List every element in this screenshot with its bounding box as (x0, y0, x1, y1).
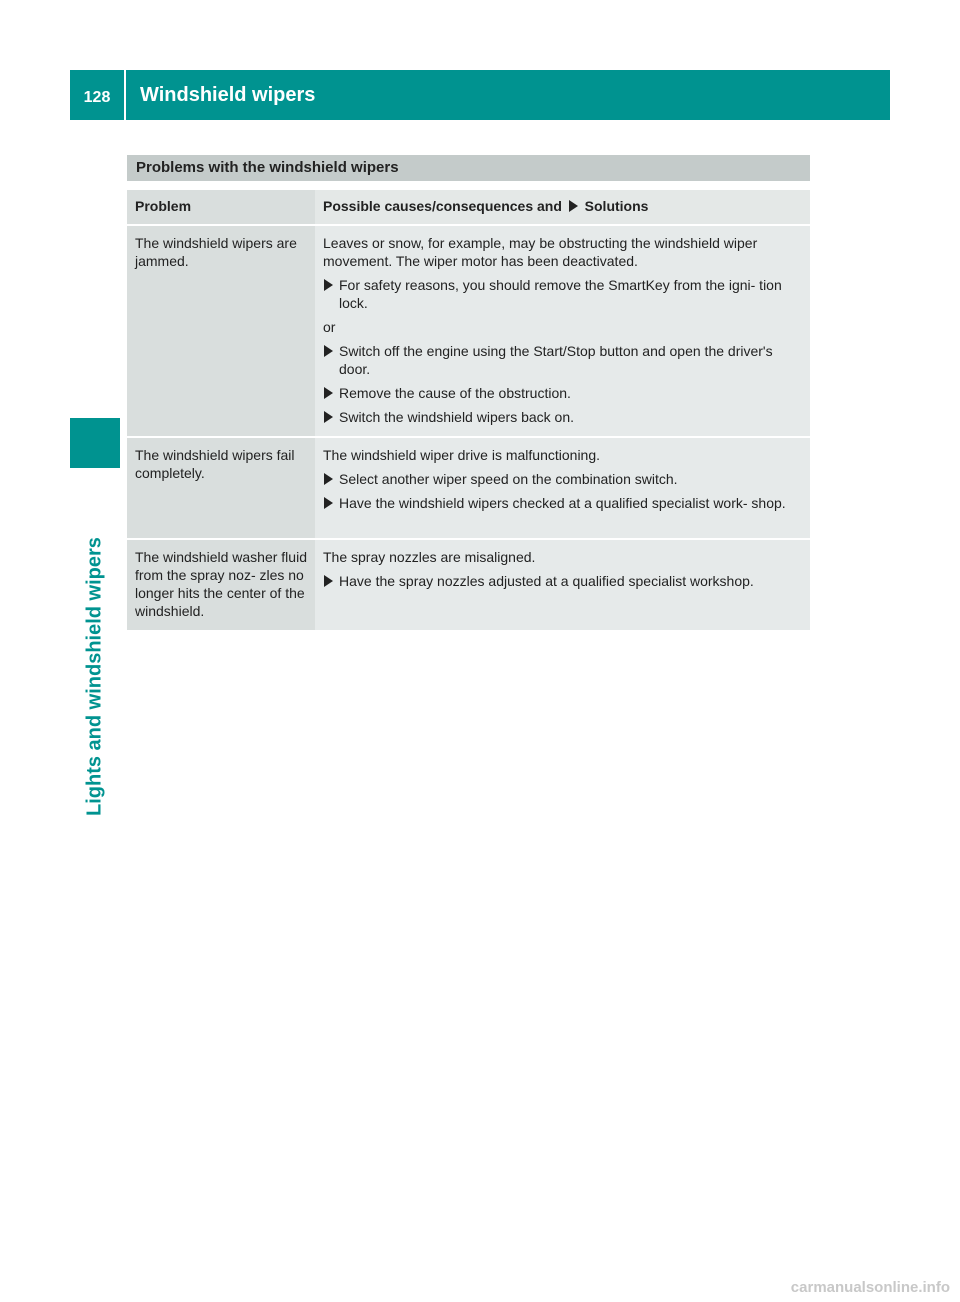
step-text: Remove the cause of the obstruction. (339, 385, 571, 401)
solution-step (323, 470, 802, 488)
problem-cell: The windshield washer fluid from the spray noz- zles no longer hits the center of the windshield. (127, 539, 315, 631)
step-text: Have the windshield wipers checked at a qualified specialist work- shop. (339, 495, 786, 511)
cause-text: The spray nozzles are misaligned. (323, 549, 536, 565)
step-text: Switch off the engine using the Start/Stop button and open the driver's door. (339, 343, 773, 377)
column-header-problem: Problem (127, 190, 315, 225)
solution-step (323, 384, 802, 402)
right-triangle-arrow-icon (324, 345, 333, 357)
page-header (70, 70, 890, 120)
column-header-solutions (315, 190, 810, 225)
solution-cell (315, 437, 810, 539)
table-row (127, 437, 810, 539)
right-triangle-arrow-icon (324, 473, 333, 485)
step-text: Have the spray nozzles adjusted at a qualified specialist workshop. (339, 573, 754, 589)
column-header-solutions-label: Solutions (584, 198, 649, 214)
problem-cell: The windshield wipers are jammed. (127, 225, 315, 437)
solution-step (323, 276, 802, 312)
right-triangle-arrow-icon (324, 387, 333, 399)
right-triangle-arrow-icon (569, 200, 578, 212)
right-triangle-arrow-icon (324, 411, 333, 423)
side-tab-label: Lights and windshield wipers (83, 537, 106, 816)
problems-table (127, 190, 810, 632)
problem-cell: The windshield wipers fail completely. (127, 437, 315, 539)
side-tab (70, 476, 120, 816)
solution-step (323, 342, 802, 378)
right-triangle-arrow-icon (324, 575, 333, 587)
column-header-causes-label: Possible causes/consequences and (323, 198, 562, 214)
solution-step (323, 408, 802, 426)
step-text: Switch the windshield wipers back on. (339, 409, 575, 425)
solution-cell (315, 225, 810, 437)
table-row (127, 539, 810, 631)
side-tab-marker (70, 418, 120, 468)
section-title: Problems with the windshield wipers (127, 155, 810, 181)
right-triangle-arrow-icon (324, 497, 333, 509)
chapter-title: Windshield wipers (140, 84, 316, 106)
cause-text: Leaves or snow, for example, may be obstructing the windshield wiper movement. The wiper motor has been deactivated. (323, 235, 758, 269)
solution-cell (315, 539, 810, 631)
watermark: carmanualsonline.info (790, 1279, 950, 1296)
table-row (127, 225, 810, 437)
right-triangle-arrow-icon (324, 279, 333, 291)
page-number: 128 (70, 70, 126, 120)
solution-step (323, 572, 802, 590)
cause-text: The windshield wiper drive is malfunctioning. (323, 447, 601, 463)
solution-step (323, 494, 802, 512)
step-text: For safety reasons, you should remove the SmartKey from the igni- tion lock. (339, 277, 782, 311)
or-text: or (323, 319, 336, 335)
step-text: Select another wiper speed on the combination switch. (339, 471, 678, 487)
table-header-row (127, 190, 810, 225)
